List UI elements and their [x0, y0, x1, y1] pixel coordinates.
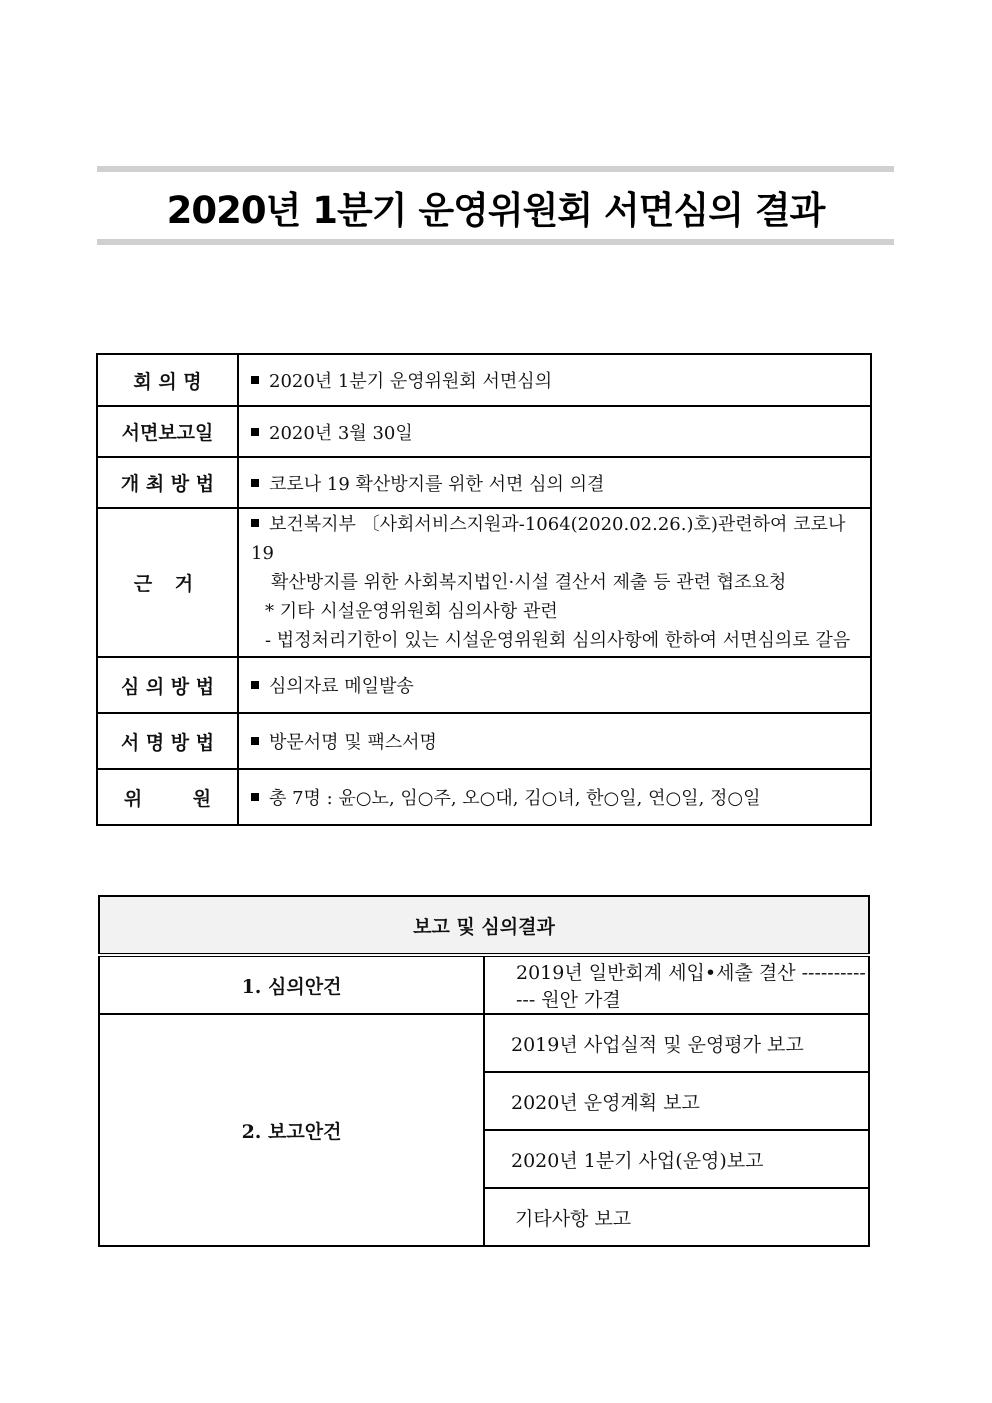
value-report-date: 2020년 3월 30일 — [269, 422, 413, 444]
agenda1-category: 1. 심의안건 — [99, 955, 484, 1014]
basis-line-3: * 기타 시설운영위원회 심의사항 관련 — [265, 601, 558, 622]
square-bullet-icon — [251, 737, 259, 745]
square-bullet-icon — [251, 428, 259, 436]
document-title: 2020년 1분기 운영위원회 서면심의 결과 — [166, 189, 825, 232]
value-method: 코로나 19 확산방지를 위한 서면 심의 의결 — [269, 473, 605, 495]
title-rule-bottom — [97, 239, 894, 245]
agenda2-item: 2020년 운영계획 보고 — [484, 1072, 869, 1130]
label-method: 개 최 방 법 — [97, 457, 238, 508]
info-row-method — [97, 457, 871, 508]
info-row-members — [97, 769, 871, 825]
meeting-info-table — [96, 353, 872, 826]
square-bullet-icon — [251, 479, 259, 487]
value-members: 총 7명 : 윤○노, 임○주, 오○대, 김○녀, 한○일, 연○일, 정○일 — [269, 788, 761, 809]
basis-line-1: 보건복지부 〔사회서비스지원과-1064(2020.02.26.)호)관련하여 코로나 19 — [251, 514, 846, 564]
agenda2-row — [99, 1014, 869, 1072]
info-row-review-method — [97, 657, 871, 713]
info-row-basis — [97, 508, 871, 657]
results-header: 보고 및 심의결과 — [99, 896, 869, 955]
basis-line-4: - 법정처리기한이 있는 시설운영위원회 심의사항에 한하여 서면심의로 갈음 — [265, 630, 851, 651]
value-sign-method: 방문서명 및 팩스서명 — [269, 732, 437, 753]
square-bullet-icon — [251, 519, 259, 527]
agenda2-item: 기타사항 보고 — [484, 1188, 869, 1246]
results-table — [98, 895, 870, 1247]
label-review-method: 심 의 방 법 — [97, 657, 238, 713]
info-row-report-date — [97, 406, 871, 457]
basis-line-2: 확산방지를 위한 사회복지법인·시설 결산서 제출 등 관련 협조요청 — [271, 572, 787, 593]
info-row-sign-method — [97, 713, 871, 769]
value-review-method: 심의자료 메일발송 — [269, 676, 414, 697]
label-meeting: 회 의 명 — [97, 354, 238, 406]
agenda2-item: 2019년 사업실적 및 운영평가 보고 — [484, 1014, 869, 1072]
title-rule-top — [97, 166, 894, 172]
square-bullet-icon — [251, 376, 259, 384]
agenda1-row — [99, 955, 869, 1014]
info-row-meeting — [97, 354, 871, 406]
results-header-row — [99, 896, 869, 955]
label-basis: 근 거 — [97, 508, 238, 657]
value-meeting: 2020년 1분기 운영위원회 서면심의 — [269, 371, 553, 392]
agenda1-item: 2019년 일반회계 세입•세출 결산 ------------- 원안 가결 — [484, 955, 869, 1014]
square-bullet-icon — [251, 793, 259, 801]
label-report-date: 서면보고일 — [97, 406, 238, 457]
square-bullet-icon — [251, 681, 259, 689]
agenda2-item: 2020년 1분기 사업(운영)보고 — [484, 1130, 869, 1188]
label-members: 위 원 — [97, 769, 238, 825]
label-sign-method: 서 명 방 법 — [97, 713, 238, 769]
agenda2-category: 2. 보고안건 — [99, 1014, 484, 1246]
